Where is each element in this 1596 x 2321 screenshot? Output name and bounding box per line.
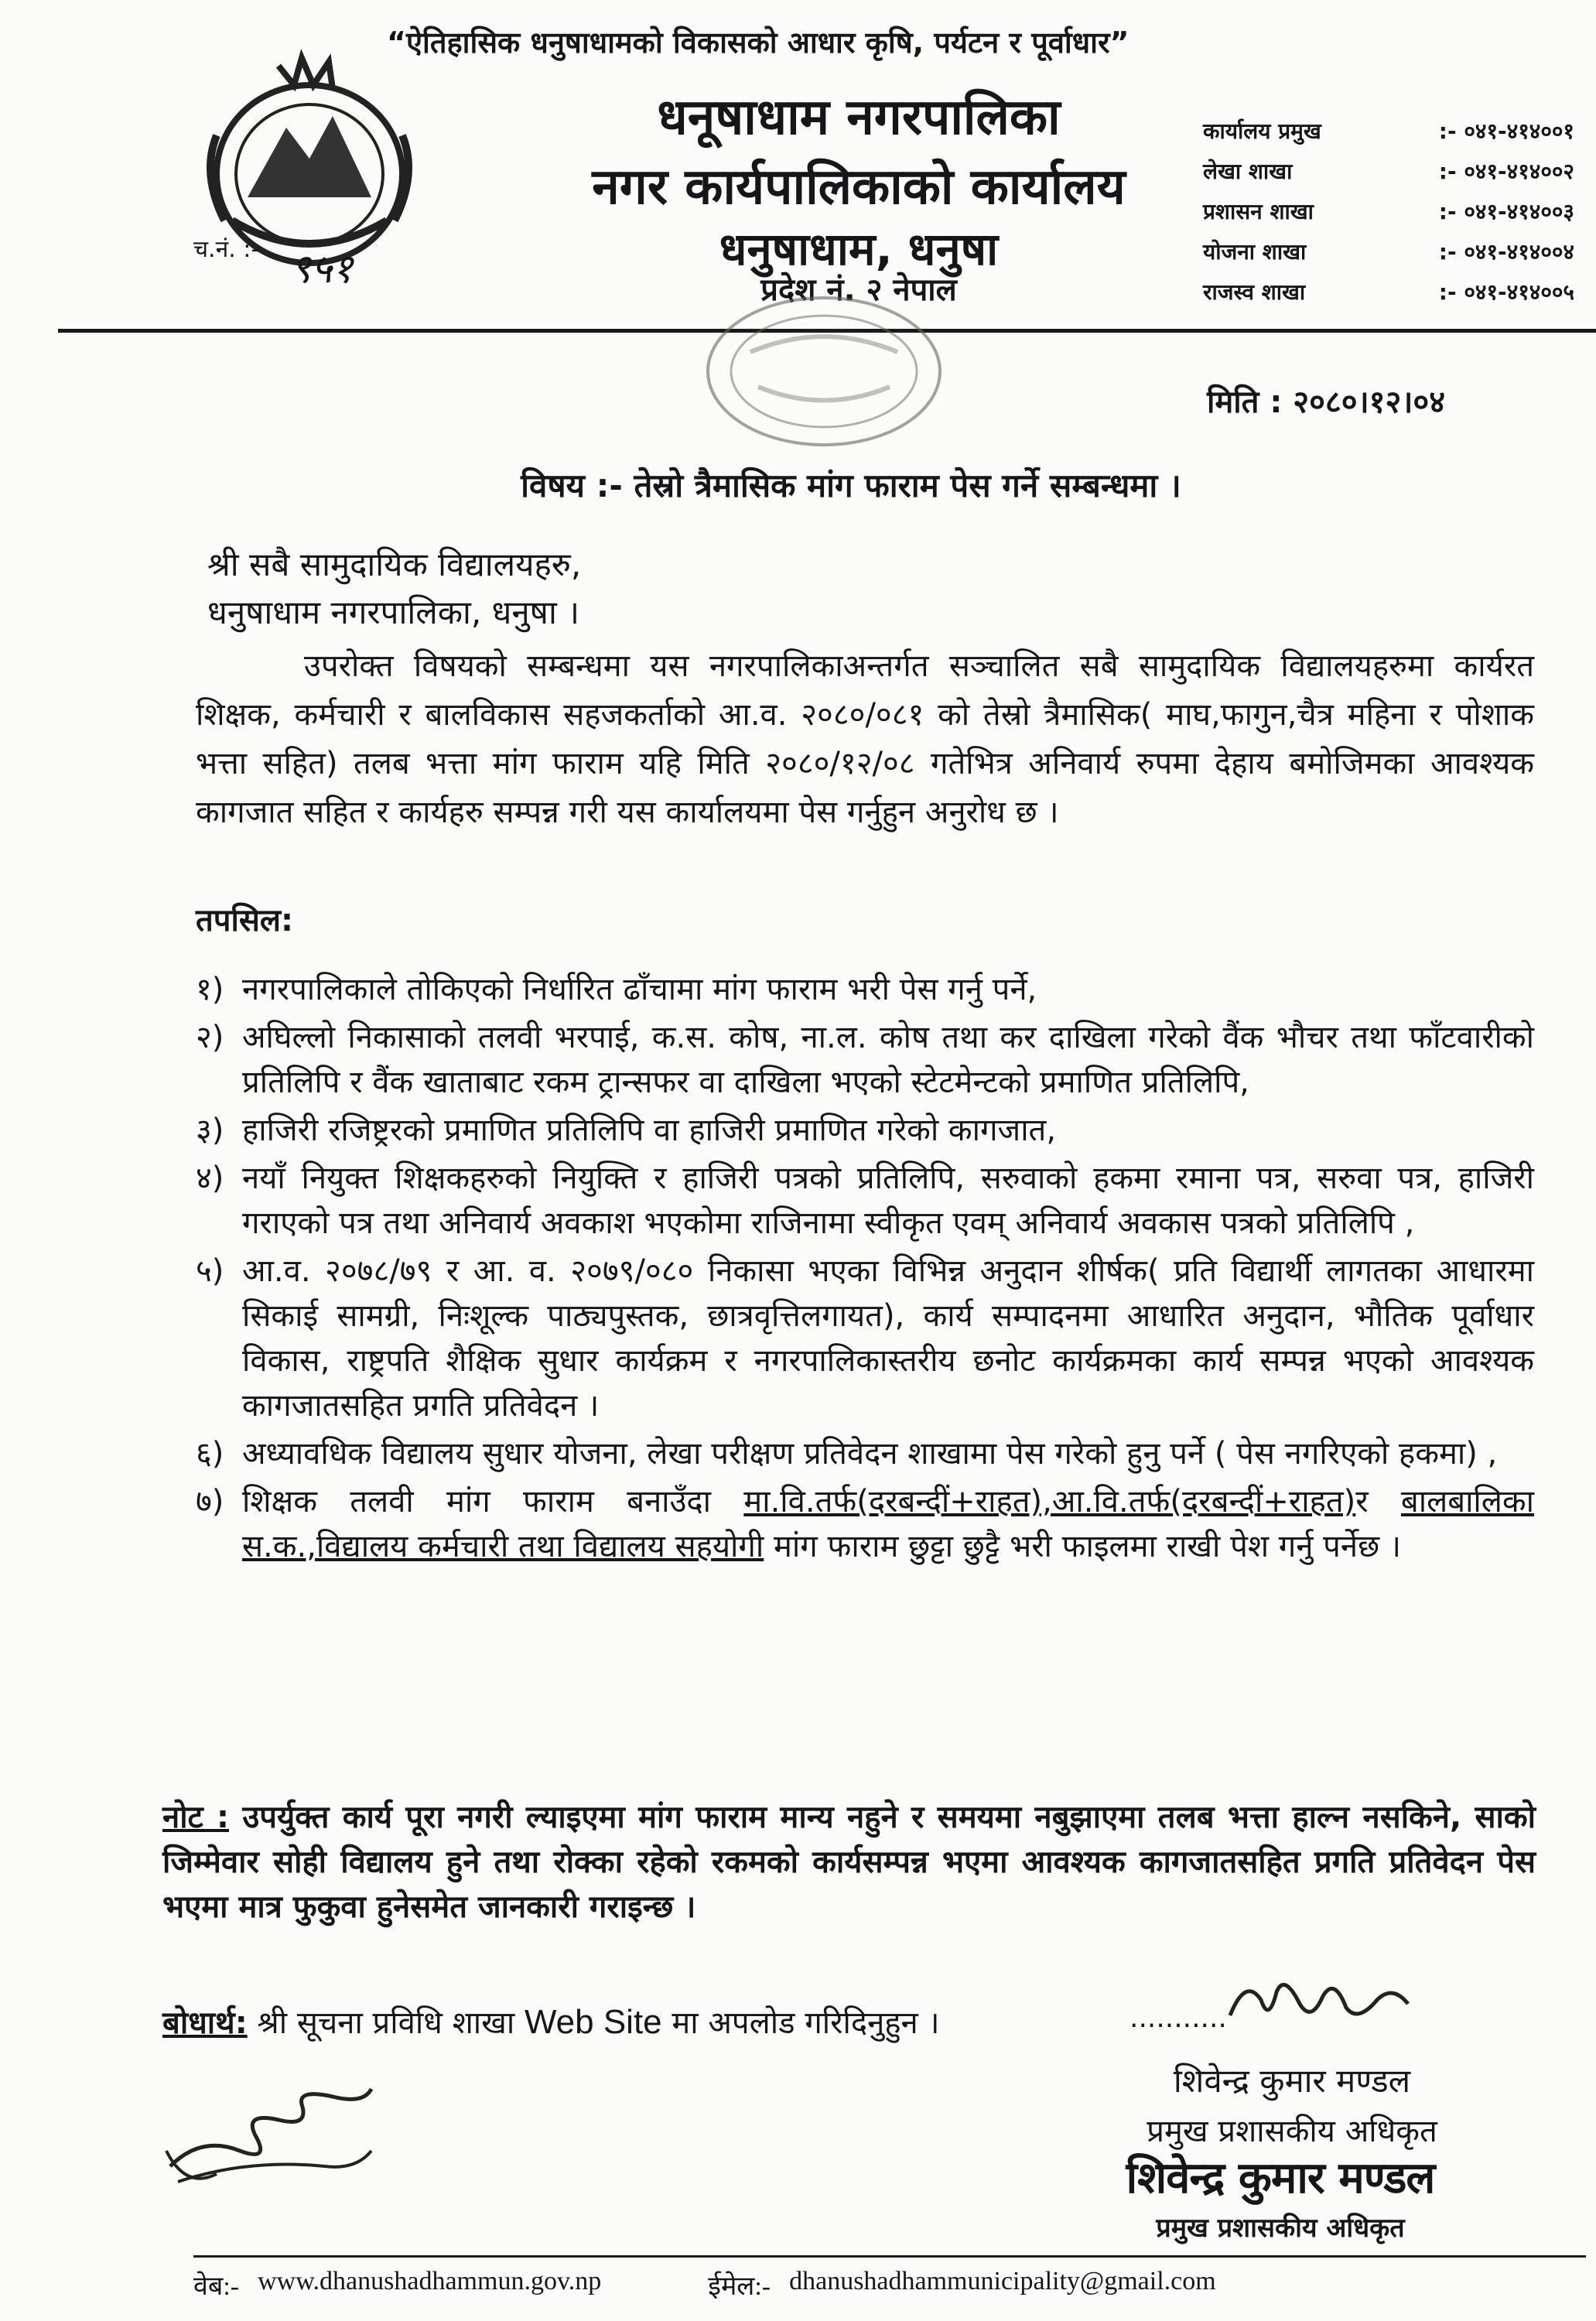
item-text (242, 1479, 1534, 1569)
item-text: नगरपालिकाले तोकिएको निर्धारित ढाँचामा मांग फाराम भरी पेस गर्नु पर्ने, (242, 972, 1037, 1007)
item-number: ३) (196, 1113, 224, 1148)
item7-pre: शिक्षक तलवी मांग फाराम बनाउँदा (242, 1484, 744, 1519)
item-number: ४) (196, 1160, 224, 1196)
contact-list (1203, 116, 1574, 317)
footer-web-label: वेब:- (193, 2272, 240, 2301)
details-heading: तपसिल: (196, 903, 294, 938)
dispatch-number: ९५१ (290, 246, 354, 292)
addressee-line1: श्री सबै सामुदायिक विद्यालयहरु, (207, 545, 582, 583)
contact-phone: :- ०४१-४१४००३ (1438, 199, 1574, 224)
contact-label: लेखा शाखा (1203, 159, 1293, 184)
contact-row (1203, 116, 1574, 156)
contact-phone: :- ०४१-४१४००४ (1438, 239, 1574, 265)
contact-label: योजना शाखा (1203, 239, 1307, 265)
office-seal-icon (696, 290, 952, 453)
stamp-designation: प्रमुख प्रशासकीय अधिकृत (1156, 2213, 1405, 2244)
addressee-line2: धनुषाधाम नगरपालिका, धनुषा । (207, 593, 580, 631)
list-item (196, 1431, 1534, 1476)
note-text: उपर्युक्त कार्य पूरा नगरी ल्याइएमा मांग फाराम मान्य नहुने र समयमा नबुझाएमा तलब भत्ता हाल्न नसकिने, साको जिम्मेवार सोही विद्यालय हुने तथा रोक्का रहेको रकमको कार्यसम्पन्न भएमा आवश्यक कागजातसहित प्रगति प्रतिवेदन पेस भएमा मात्र फुकुवा हुनेसमेत जानकारी गराइन्छ । (162, 1800, 1536, 1925)
cc-web: Web Site (524, 2003, 662, 2041)
contact-row (1203, 237, 1574, 277)
item7-underlined-1: मा.वि.तर्फ(दरबन्दीं+राहत),आ.वि.तर्फ(दरबन्दीं+राहत) (743, 1484, 1356, 1519)
contact-label: राजस्व शाखा (1203, 279, 1306, 305)
note-label: नोट : (162, 1800, 230, 1835)
province: प्रदेश नं. २ नेपाल (760, 272, 957, 308)
list-item (196, 1156, 1534, 1246)
item-text: अध्यावधिक विद्यालय सुधार योजना, लेखा परीक्षण प्रतिवेदन शाखामा पेस गरेको हुनु पर्ने ( पेस नगरिएको हकमा) , (242, 1436, 1498, 1472)
cc-line (162, 2000, 1091, 2042)
cc-post: मा अपलोड गरिदिनुहुन । (661, 2005, 940, 2041)
municipality-name: धनूषाधाम नगरपालिका (657, 89, 1061, 146)
slogan: “ऐतिहासिक धनुषाधामको विकासको आधार कृषि, पर्यटन र पूर्वाधार” (387, 26, 1130, 60)
item-number: ७) (196, 1484, 224, 1519)
contact-phone: :- ०४१-४१४००२ (1438, 159, 1574, 184)
item-number: ६) (196, 1436, 224, 1472)
letter-date: मिति : २०८०।१२।०४ (1207, 385, 1446, 420)
signatory-name: शिवेन्द्र कुमार मण्डल (1173, 2062, 1411, 2100)
list-item (196, 967, 1534, 1012)
contact-row (1203, 156, 1574, 197)
footer (193, 2267, 1586, 2302)
contact-phone: :- ०४१-४१४००१ (1438, 118, 1574, 144)
note-paragraph (162, 1795, 1536, 1930)
item-text: आ.व. २०७८/७९ र आ. व. २०७९/०८० निकासा भएका विभिन्न अनुदान शीर्षक( प्रति विद्यार्थी लागतका आधारमा सिकाई सामग्री, निःशूल्क पाठ्यपुस्तक, छात्रवृत्तिलगायत), कार्य सम्पादनमा आधारित अनुदान, भौतिक पूर्वाधार विकास, राष्ट्रपति शैक्षिक सुधार कार्यक्रम र नगरपालिकास्तरीय छनोट कार्यक्रमका कार्य सम्पन्न भएको आवश्यक कागजातसहित प्रगति प्रतिवेदन । (242, 1253, 1534, 1424)
footer-divider (193, 2255, 1586, 2258)
signature-icon (1215, 1969, 1416, 2039)
item-number: २) (196, 1020, 224, 1055)
cc-label: बोधार्थ: (162, 2005, 248, 2041)
footer-spacer (620, 2267, 689, 2302)
office-location: धनुषाधाम, धनुषा (719, 223, 999, 275)
body-paragraph: उपरोक्त विषयको सम्बन्धमा यस नगरपालिकाअन्तर्गत सञ्चालित सबै सामुदायिक विद्यालयहरुमा कार्यरत शिक्षक, कर्मचारी र बालविकास सहजकर्ताको आ.व. २०८०/०८१ को तेस्रो त्रैमासिक( माघ,फागुन,चैत्र महिना र पोशाक भत्ता सहित) तलब भत्ता मांग फाराम यहि मिति २०८०/१२/०८ गतेभित्र अनिवार्य रुपमा देहाय बमोजिमका आवश्यक कागजात सहित र कार्यहरु सम्पन्न गरी यस कार्यालयमा पेस गर्नुहुन अनुरोध छ । (196, 648, 1534, 830)
item-text: अघिल्लो निकासाको तलवी भरपाई, क.स. कोष, ना.ल. कोष तथा कर दाखिला गरेको वैंक भौचर तथा फाँटवारीको प्रतिलिपि र वैंक खाताबाट रकम ट्रान्सफर वा दाखिला भएको स्टेटमेन्टको प्रमाणित प्रतिलिपि, (242, 1020, 1534, 1100)
contact-label: कार्यालय प्रमुख (1203, 118, 1321, 144)
letter-subject: विषय :- तेस्रो त्रैमासिक मांग फाराम पेस गर्ने सम्बन्धमा । (521, 467, 1181, 504)
initials-signature-icon (155, 2073, 387, 2197)
requirements-list (196, 967, 1534, 1572)
signatory-designation: प्रमुख प्रशासकीय अधिकृत (1147, 2114, 1437, 2149)
contact-phone: :- ०४१-४१४००५ (1438, 279, 1574, 305)
item7-mid: र (1355, 1484, 1401, 1519)
list-item (196, 1015, 1534, 1105)
contact-label: प्रशासन शाखा (1203, 199, 1314, 224)
stamp-name: शिवेन्द्र कुमार मण्डल (1126, 2153, 1435, 2203)
cc-pre: श्री सूचना प्रविधि शाखा (247, 2005, 525, 2041)
list-item (196, 1479, 1534, 1569)
list-item (196, 1249, 1534, 1428)
contact-row (1203, 197, 1574, 237)
footer-email-label: ईमेल:- (708, 2272, 771, 2301)
list-item (196, 1108, 1534, 1153)
item-text: नयाँ नियुक्त शिक्षकहरुको नियुक्ति र हाजिरी पत्रको प्रतिलिपि, सरुवाको हकमा रमाना पत्र, सरुवा पत्र, हाजिरी गराएको पत्र तथा अनिवार्य अवकाश भएकोमा राजिनामा स्वीकृत एवम् अनिवार्य अवकास पत्रको प्रतिलिपि , (242, 1160, 1534, 1241)
item-text: हाजिरी रजिष्ट्ररको प्रमाणित प्रतिलिपि वा हाजिरी प्रमाणित गरेको कागजात, (242, 1113, 1057, 1148)
item7-underlined-2: बालबालिका स.क.,विद्यालय कर्मचारी तथा विद्यालय सहयोगी (242, 1484, 1534, 1564)
contact-row (1203, 277, 1574, 317)
office-name: नगर कार्यपालिकाको कार्यालय (592, 159, 1126, 216)
footer-email: dhanushadhammunicipality@gmail.com (789, 2267, 1216, 2295)
footer-website: www.dhanushadhammun.gov.np (258, 2267, 602, 2295)
signature-dots: ........... (1130, 2002, 1227, 2034)
item-number: ५) (196, 1253, 224, 1289)
dispatch-label: च.नं. :- (193, 236, 260, 263)
item-number: १) (196, 972, 224, 1007)
item7-post: मांग फाराम छुट्टा छुट्टै भरी फाइलमा राखी पेश गर्नु पर्नेछ । (764, 1529, 1401, 1564)
